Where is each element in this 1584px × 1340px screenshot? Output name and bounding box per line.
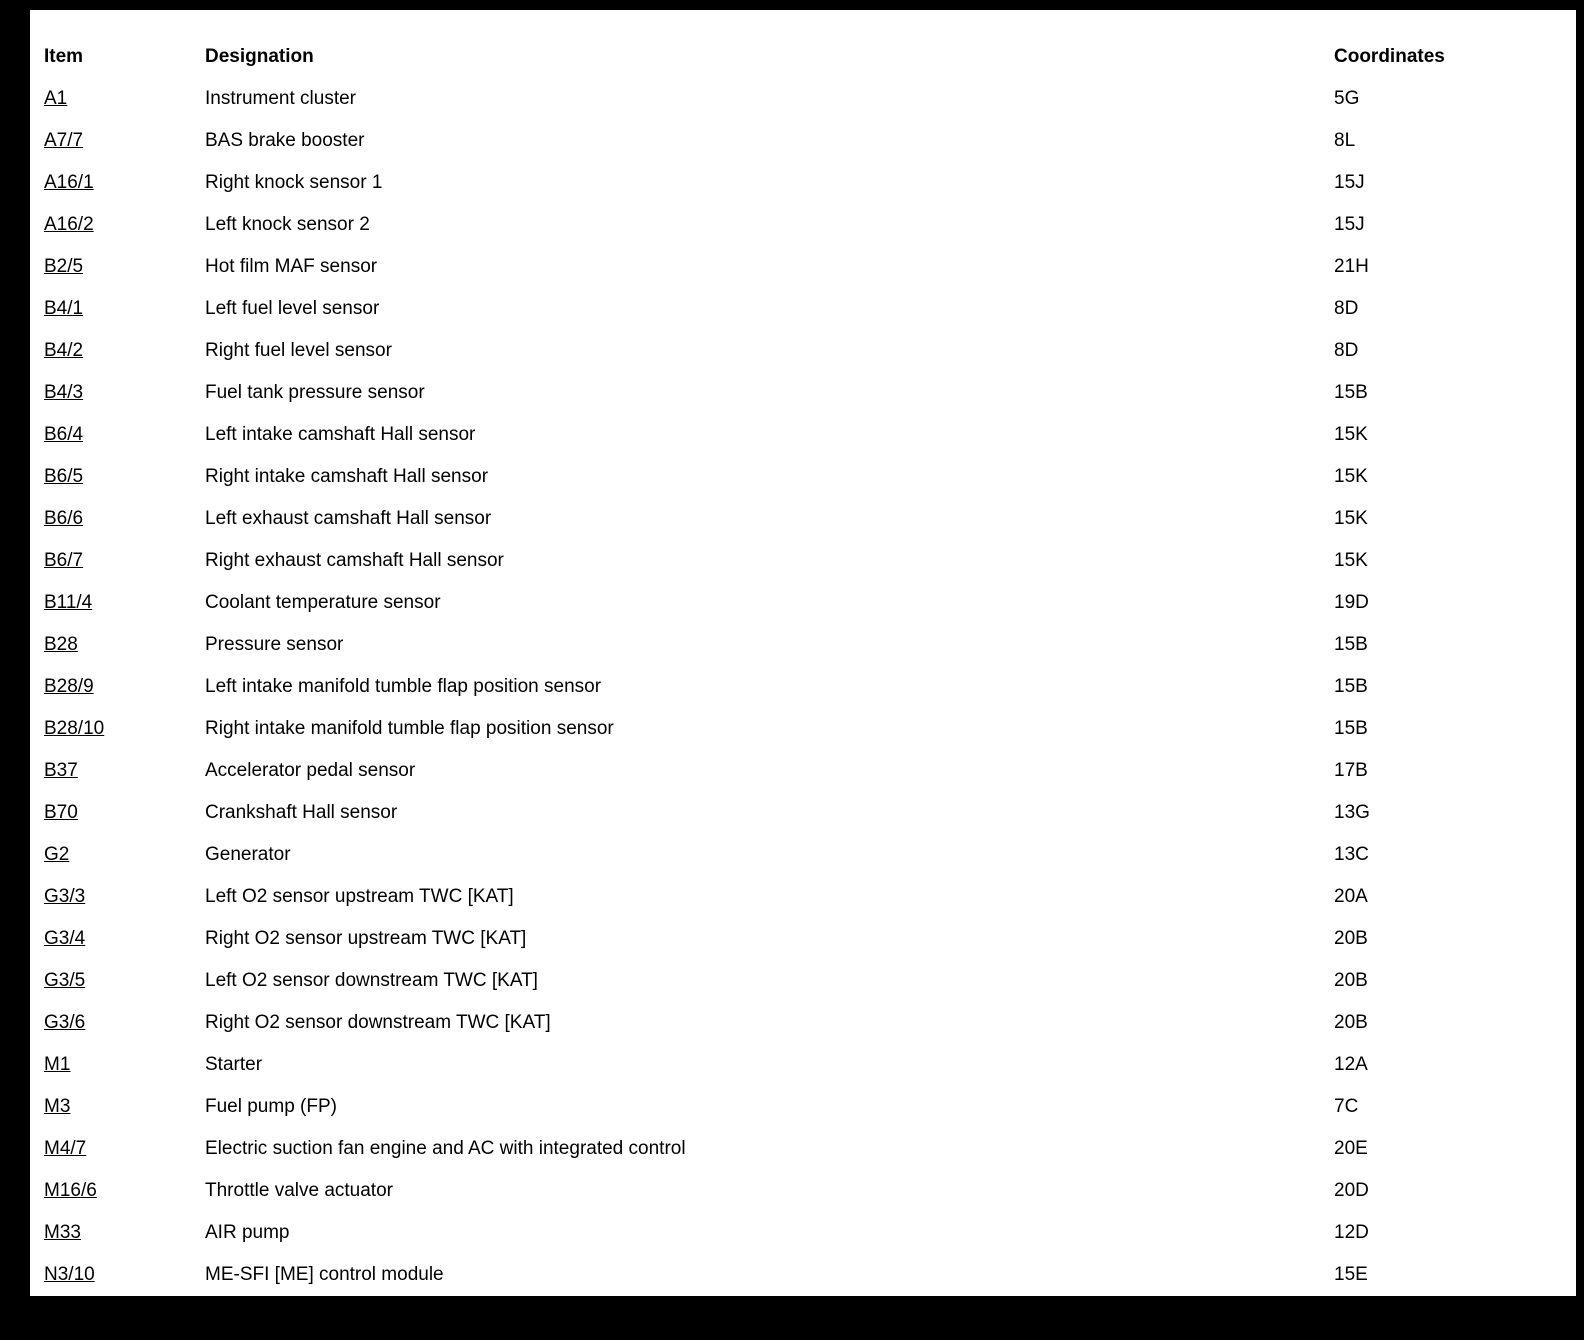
table-row [44, 582, 1576, 624]
item-link[interactable]: B70 [44, 802, 78, 823]
item-cell [44, 1002, 205, 1044]
designation-text: Electric suction fan engine and AC with integrated control [205, 1138, 686, 1159]
item-link[interactable]: M1 [44, 1054, 71, 1075]
item-link[interactable]: B6/7 [44, 550, 84, 571]
item-link[interactable]: G3/5 [44, 970, 86, 991]
coordinates-text: 21H [1334, 256, 1369, 277]
item-cell [44, 960, 205, 1002]
coordinates-text: 5G [1334, 88, 1360, 109]
designation-text: Fuel tank pressure sensor [205, 382, 425, 403]
item-link[interactable]: A7/7 [44, 130, 84, 151]
item-link[interactable]: B6/5 [44, 466, 84, 487]
item-link[interactable]: B4/3 [44, 382, 84, 403]
table-row [44, 1128, 1576, 1170]
coordinates-text: 13G [1334, 802, 1370, 823]
column-header-designation: Designation [205, 46, 314, 67]
coordinates-text: 20E [1334, 1138, 1368, 1159]
item-link[interactable]: M3 [44, 1096, 71, 1117]
coordinates-text: 8L [1334, 130, 1356, 151]
item-cell [44, 78, 205, 120]
item-link[interactable]: A16/1 [44, 172, 94, 193]
item-link[interactable]: N3/10 [44, 1264, 95, 1285]
item-cell [44, 498, 205, 540]
item-link[interactable]: B6/4 [44, 424, 84, 445]
designation-text: Right exhaust camshaft Hall sensor [205, 550, 504, 571]
table-row [44, 204, 1576, 246]
item-link[interactable]: B11/4 [44, 592, 93, 613]
coordinates-text: 15K [1334, 508, 1368, 529]
document-page [30, 10, 1576, 1296]
coordinates-text: 15B [1334, 382, 1368, 403]
table-row [44, 78, 1576, 120]
designation-text: Right intake camshaft Hall sensor [205, 466, 489, 487]
coordinates-text: 15K [1334, 550, 1368, 571]
designation-text: Fuel pump (FP) [205, 1096, 337, 1117]
item-link[interactable]: B28/10 [44, 718, 105, 739]
column-header-coordinates: Coordinates [1334, 46, 1445, 67]
table-row [44, 330, 1576, 372]
table-row [44, 792, 1576, 834]
coordinates-text: 20A [1334, 886, 1368, 907]
coordinates-text: 15J [1334, 214, 1365, 235]
item-link[interactable]: M4/7 [44, 1138, 87, 1159]
item-cell [44, 834, 205, 876]
table-row [44, 918, 1576, 960]
item-link[interactable]: G3/6 [44, 1012, 86, 1033]
coordinates-text: 12A [1334, 1054, 1368, 1075]
item-cell [44, 456, 205, 498]
coordinates-text: 15K [1334, 466, 1368, 487]
coordinates-text: 13C [1334, 844, 1369, 865]
designation-text: Right knock sensor 1 [205, 172, 383, 193]
item-link[interactable]: G2 [44, 844, 70, 865]
coordinates-text: 17B [1334, 760, 1368, 781]
item-cell [44, 204, 205, 246]
table-body [44, 78, 1576, 1296]
designation-text: Hot film MAF sensor [205, 256, 378, 277]
table-row [44, 372, 1576, 414]
table-row [44, 1044, 1576, 1086]
item-cell [44, 120, 205, 162]
item-link[interactable]: B4/1 [44, 298, 84, 319]
item-cell [44, 918, 205, 960]
item-link[interactable]: M33 [44, 1222, 81, 1243]
table-row [44, 540, 1576, 582]
item-cell [44, 414, 205, 456]
designation-text: ME-SFI [ME] control module [205, 1264, 444, 1285]
table-row [44, 1212, 1576, 1254]
item-cell [44, 1212, 205, 1254]
table-row [44, 624, 1576, 666]
item-link[interactable]: B4/2 [44, 340, 84, 361]
coordinates-text: 12D [1334, 1222, 1369, 1243]
coordinates-text: 20B [1334, 928, 1368, 949]
item-cell [44, 666, 205, 708]
item-cell [44, 162, 205, 204]
item-cell [44, 1086, 205, 1128]
item-cell [44, 372, 205, 414]
item-cell [44, 582, 205, 624]
item-link[interactable]: B37 [44, 760, 78, 781]
designation-text: Instrument cluster [205, 88, 356, 109]
designation-text: Generator [205, 844, 291, 865]
coordinates-text: 8D [1334, 298, 1359, 319]
table-row [44, 120, 1576, 162]
item-cell [44, 708, 205, 750]
designation-text: Right fuel level sensor [205, 340, 392, 361]
item-cell [44, 750, 205, 792]
item-cell [44, 246, 205, 288]
designation-text: Left fuel level sensor [205, 298, 380, 319]
designation-text: Right O2 sensor upstream TWC [KAT] [205, 928, 527, 949]
designation-text: BAS brake booster [205, 130, 365, 151]
table-row [44, 246, 1576, 288]
coordinates-text: 15J [1334, 172, 1365, 193]
item-cell [44, 624, 205, 666]
coordinates-text: 15B [1334, 634, 1368, 655]
designation-text: Left knock sensor 2 [205, 214, 370, 235]
item-link[interactable]: B2/5 [44, 256, 84, 277]
item-cell [44, 792, 205, 834]
table-row [44, 414, 1576, 456]
item-cell [44, 540, 205, 582]
table-row [44, 1170, 1576, 1212]
item-link[interactable]: G3/4 [44, 928, 86, 949]
designation-text: Right intake manifold tumble flap position sensor [205, 718, 614, 739]
coordinates-text: 19D [1334, 592, 1369, 613]
table-row [44, 288, 1576, 330]
designation-text: AIR pump [205, 1222, 290, 1243]
table-header-row [44, 36, 1576, 78]
designation-text: Crankshaft Hall sensor [205, 802, 398, 823]
designation-text: Left O2 sensor downstream TWC [KAT] [205, 970, 538, 991]
table-row [44, 666, 1576, 708]
coordinates-text: 15B [1334, 718, 1368, 739]
table-row [44, 1002, 1576, 1044]
item-cell [44, 1254, 205, 1296]
item-cell [44, 1170, 205, 1212]
component-legend-table [30, 10, 1576, 1296]
table-row [44, 876, 1576, 918]
coordinates-text: 15B [1334, 676, 1368, 697]
table-row [44, 960, 1576, 1002]
item-link[interactable]: B28/9 [44, 676, 94, 697]
coordinates-text: 7C [1334, 1096, 1359, 1117]
table-row [44, 456, 1576, 498]
item-link[interactable]: B6/6 [44, 508, 84, 529]
item-cell [44, 288, 205, 330]
designation-text: Pressure sensor [205, 634, 344, 655]
item-link[interactable]: A1 [44, 88, 68, 109]
coordinates-text: 20D [1334, 1180, 1369, 1201]
coordinates-text: 20B [1334, 1012, 1368, 1033]
table-row [44, 498, 1576, 540]
designation-text: Right O2 sensor downstream TWC [KAT] [205, 1012, 551, 1033]
table-row [44, 1086, 1576, 1128]
item-cell [44, 876, 205, 918]
item-cell [44, 1128, 205, 1170]
table-row [44, 750, 1576, 792]
coordinates-text: 15E [1334, 1264, 1368, 1285]
table-row [44, 162, 1576, 204]
item-link[interactable]: M16/6 [44, 1180, 97, 1201]
designation-text: Coolant temperature sensor [205, 592, 441, 613]
item-cell [44, 330, 205, 372]
item-link[interactable]: G3/3 [44, 886, 86, 907]
designation-text: Accelerator pedal sensor [205, 760, 416, 781]
item-link[interactable]: A16/2 [44, 214, 94, 235]
table-row [44, 1254, 1576, 1296]
designation-text: Left intake manifold tumble flap position sensor [205, 676, 602, 697]
column-header-item: Item [44, 46, 84, 67]
designation-text: Left intake camshaft Hall sensor [205, 424, 476, 445]
coordinates-text: 15K [1334, 424, 1368, 445]
designation-text: Starter [205, 1054, 263, 1075]
table-row [44, 708, 1576, 750]
table-row [44, 834, 1576, 876]
designation-text: Throttle valve actuator [205, 1180, 393, 1201]
item-link[interactable]: B28 [44, 634, 78, 655]
item-cell [44, 1044, 205, 1086]
designation-text: Left exhaust camshaft Hall sensor [205, 508, 492, 529]
coordinates-text: 8D [1334, 340, 1359, 361]
designation-text: Left O2 sensor upstream TWC [KAT] [205, 886, 514, 907]
coordinates-text: 20B [1334, 970, 1368, 991]
